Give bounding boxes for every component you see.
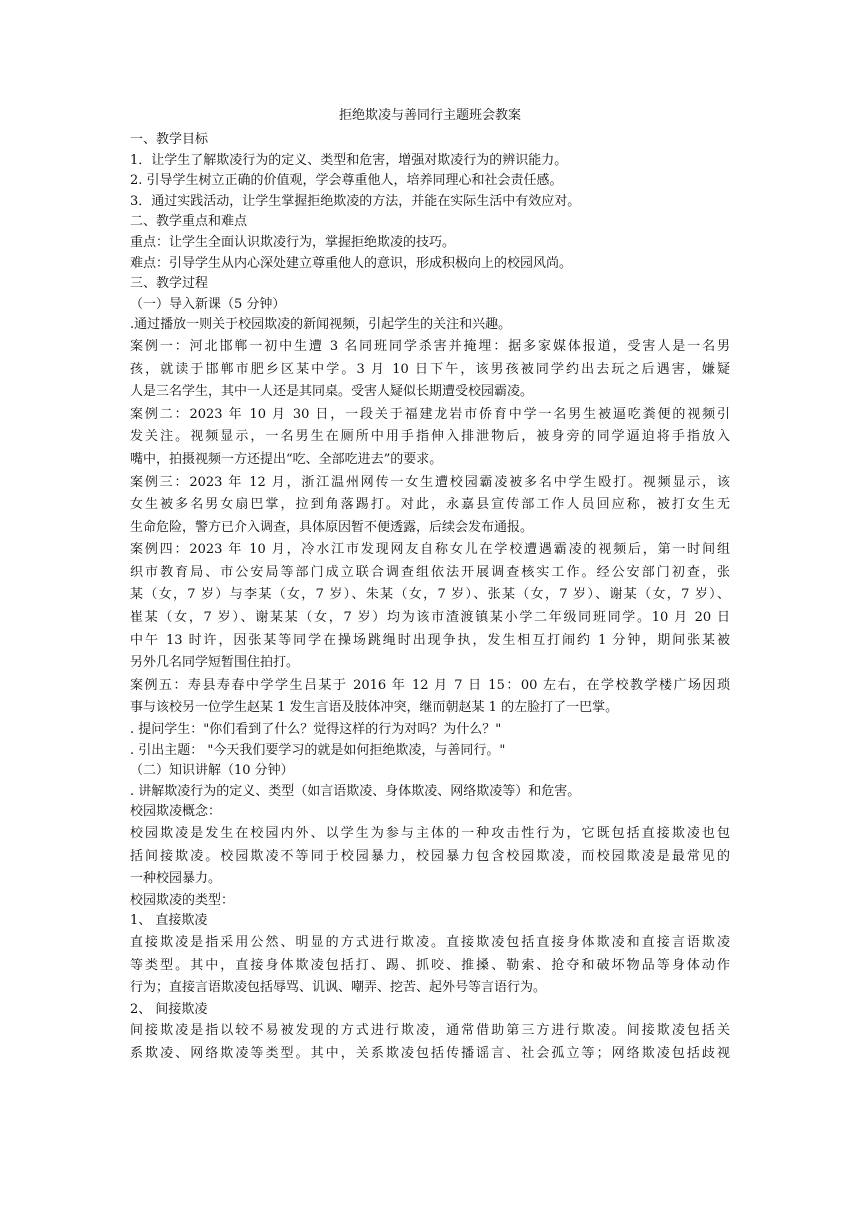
text-line: 生命危险，警方已介入调查，具体原因暂不便透露，后续会发布通报。	[130, 519, 534, 535]
text-line: 行为；直接言语欺凌包括辱骂、讥讽、嘲弄、挖苦、起外号等言语行为。	[130, 980, 547, 996]
text-line: 括间接欺凌。校园欺凌不等同于校园暴力，校园暴力包含校园欺凌，而校园欺凌是最常见的	[130, 848, 730, 864]
text-line: 一种校园暴力。	[130, 871, 222, 887]
text-line: 三、教学过程	[130, 276, 209, 292]
text-line: 案例二：2023 年 10 月 30 日，一段关于福建龙岩市侨育中学一名男生被逼吃粪便的视频引	[130, 406, 730, 422]
text-line: 校园欺凌概念：	[130, 804, 222, 820]
text-line: 等类型。其中，直接身体欺凌包括打、踢、抓咬、推搡、勒索、抢夺和破坏物品等身体动作	[130, 957, 730, 973]
text-line: 织市教育局、市公安局等部门成立联合调查组依法开展调查核实工作。经公安部门初查，张	[130, 564, 730, 580]
text-line: 另外几名同学短暂围住拍打。	[130, 655, 300, 671]
text-line: 2. 引导学生树立正确的价值观，学会尊重他人，培养同理心和社会责任感。	[130, 173, 563, 189]
text-line: 崔某（女，7 岁）、谢某某（女，7 岁）均为该市渣渡镇某小学二年级同班同学。10 月 20 日	[130, 610, 730, 626]
text-line: 系欺凌、网络欺凌等类型。其中，关系欺凌包括传播谣言、社会孤立等；网络欺凌包括歧视	[130, 1045, 730, 1061]
document-body	[130, 130, 730, 1066]
text-line: 2、 间接欺凌	[130, 1001, 208, 1017]
text-line: 中午 13 时许，因张某等同学在操场跳绳时出现争执，发生相互打闹约 1 分钟，期间张某被	[130, 632, 730, 648]
text-line: 直接欺凌是指采用公然、明显的方式进行欺凌。直接欺凌包括直接身体欺凌和直接言语欺凌	[130, 934, 730, 950]
text-line: .通过播放一则关于校园欺凌的新闻视频，引起学生的关注和兴趣。	[130, 317, 512, 333]
text-line: 3．通过实践活动，让学生掌握拒绝欺凌的方法，并能在实际生活中有效应对。	[130, 193, 581, 209]
text-line: 1．让学生了解欺凌行为的定义、类型和危害，增强对欺凌行为的辨识能力。	[130, 152, 568, 168]
text-line: 校园欺凌是发生在校园内外、以学生为参与主体的一种攻击性行为，它既包括直接欺凌也包	[130, 826, 730, 841]
document-title: 拒绝欺凌与善同行主题班会教案	[338, 108, 521, 123]
text-line: 事与该校另一位学生赵某 1 发生言语及肢体冲突，继而朝赵某 1 的左脸打了一巴掌。	[130, 700, 619, 716]
text-line: （一）导入新课（5 分钟）	[130, 296, 286, 312]
text-line: 发关注。视频显示，一名男生在厕所中用手指伸入排泄物后，被身旁的同学逼迫将手指放入	[130, 429, 730, 445]
text-line: 某（女，7 岁）与李某（女，7 岁）、朱某（女，7 岁）、张某（女，7 岁）、谢某（女，7 岁）、	[130, 587, 730, 603]
text-line: 二、教学重点和难点	[130, 214, 248, 230]
text-line: 案例四：2023 年 10 月，冷水江市发现网友自称女儿在学校遭遇霸凌的视频后，第一时间组	[130, 542, 730, 558]
text-line: . 讲解欺凌行为的定义、类型（如言语欺凌、身体欺凌、网络欺凌等）和危害。	[130, 783, 581, 799]
text-line: 校园欺凌的类型：	[130, 892, 235, 908]
text-line: 孩，就读于邯郸市肥乡区某中学。3 月 10 日下午，该男孩被同学约出去玩之后遇害，嫌疑	[130, 361, 730, 377]
text-line: 案例三：2023 年 12 月，浙江温州网传一女生遭校园霸凌被多名中学生殴打。视频显示，该	[130, 474, 730, 490]
text-line: （二）知识讲解（10 分钟）	[130, 763, 294, 779]
text-line: 难点：引导学生从内心深处建立尊重他人的意识，形成积极向上的校园风尚。	[130, 255, 573, 271]
text-line: 间接欺凌是指以较不易被发现的方式进行欺凌，通常借助第三方进行欺凌。间接欺凌包括关	[130, 1023, 730, 1039]
text-line: 案例五：寿县寿春中学学生吕某于 2016 年 12 月 7 日 15：00 左右，在学校教学楼广场因琐	[130, 677, 730, 693]
text-line: 女生被多名男女扇巴掌，拉到角落踢打。对此，永嘉县宣传部工作人员回应称，被打女生无	[130, 497, 730, 513]
text-line: 案例一：河北邯郸一初中生遭 3 名同班同学杀害并掩埋：据多家媒体报道，受害人是一名男	[130, 338, 730, 354]
text-line: 嘴中，拍摄视频一方还提出“吃、全部吃进去”的要求。	[130, 451, 443, 467]
text-line: 一、教学目标	[130, 132, 209, 147]
text-line: . 引出主题： "今天我们要学习的就是如何拒绝欺凌，与善同行。"	[130, 742, 506, 758]
text-line: . 提问学生："你们看到了什么？觉得这样的行为对吗？为什么？"	[130, 722, 502, 738]
text-line: 1、 直接欺凌	[130, 913, 208, 929]
text-line: 人是三名学生，其中一人还是其同桌。受害人疑似长期遭受校园霸凌。	[130, 384, 534, 400]
text-line: 重点：让学生全面认识欺凌行为，掌握拒绝欺凌的技巧。	[130, 234, 456, 250]
